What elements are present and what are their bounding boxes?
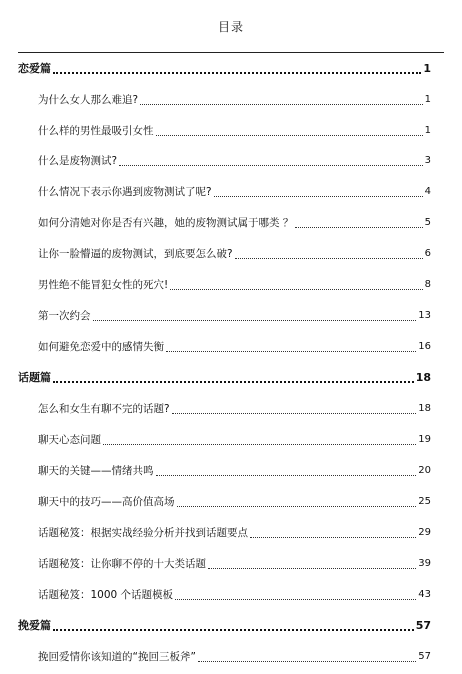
- toc-page-number: 20: [418, 465, 431, 476]
- toc-section-title: 挽爱篇: [18, 619, 51, 632]
- toc-entry[interactable]: [38, 586, 431, 602]
- toc-entry[interactable]: [38, 276, 431, 292]
- toc-page-number: 25: [418, 496, 431, 507]
- toc-page-number: 4: [424, 186, 431, 197]
- toc-page-number: 1: [424, 125, 431, 136]
- toc-entry[interactable]: [38, 524, 431, 540]
- toc-leader-dots: [235, 248, 423, 259]
- toc-page-number: 57: [415, 619, 431, 632]
- toc-page-number: 6: [424, 248, 431, 259]
- toc-section-title: 恋爱篇: [18, 62, 51, 75]
- toc-leader-dots: [175, 589, 416, 600]
- toc-entry[interactable]: [38, 648, 431, 664]
- toc-section-recovery[interactable]: [18, 617, 431, 633]
- toc-entry-title: 第一次约会: [38, 310, 91, 322]
- toc-leader-dots: [53, 62, 421, 74]
- toc-entry-title: 为什么女人那么难追?: [38, 94, 139, 106]
- toc-entry[interactable]: [38, 152, 431, 168]
- toc-entry[interactable]: [38, 214, 431, 230]
- toc-leader-dots: [198, 651, 416, 662]
- toc-entry[interactable]: [38, 555, 431, 571]
- toc-page-number: 13: [418, 310, 431, 321]
- toc-leader-dots: [172, 403, 417, 414]
- toc-leader-dots: [119, 155, 423, 166]
- toc-leader-dots: [156, 125, 423, 136]
- toc-entry[interactable]: [38, 307, 431, 323]
- toc-leader-dots: [214, 186, 423, 197]
- toc-page-number: 19: [418, 434, 431, 445]
- toc-page-number: 8: [424, 279, 431, 290]
- toc-page-number: 18: [418, 403, 431, 414]
- toc-entry-title: 聊天中的技巧——高价值高场: [38, 496, 175, 508]
- toc-entry-title: 话题秘笈：根据实战经验分析并找到话题要点: [38, 527, 248, 539]
- toc-page-number: 1: [424, 94, 431, 105]
- toc-entry-title: 聊天的关键——情绪共鸣: [38, 465, 154, 477]
- toc-entry[interactable]: [38, 245, 431, 261]
- toc-entry[interactable]: [38, 91, 431, 107]
- toc-page-number: 43: [418, 589, 431, 600]
- toc-leader-dots: [156, 465, 417, 476]
- toc-leader-dots: [166, 341, 416, 352]
- toc-entry-title: 男性绝不能冒犯女性的死穴!: [38, 279, 169, 291]
- toc-page-number: 16: [418, 341, 431, 352]
- toc-leader-dots: [103, 434, 416, 445]
- toc-entry[interactable]: [38, 431, 431, 447]
- toc-page-number: 3: [424, 155, 431, 166]
- toc-entry[interactable]: [38, 338, 431, 354]
- toc-leader-dots: [93, 310, 417, 321]
- toc-entry[interactable]: [38, 183, 431, 199]
- toc-entry[interactable]: [38, 462, 431, 478]
- toc-entry-title: 如何分清她对你是否有兴趣，她的废物测试属于哪类 ？: [38, 217, 294, 229]
- toc-entry-title: 什么样的男性最吸引女性: [38, 125, 154, 137]
- toc-leader-dots: [53, 371, 414, 383]
- toc-entry-title: 怎么和女生有聊不完的话题?: [38, 403, 170, 415]
- toc-leader-dots: [177, 496, 417, 507]
- toc-entry[interactable]: [38, 493, 431, 509]
- toc-entry-title: 聊天心态问题: [38, 434, 101, 446]
- toc-entry-title: 如何避免恋爱中的感情失衡: [38, 341, 164, 353]
- toc-leader-dots: [170, 279, 422, 290]
- toc-page-number: 39: [418, 558, 431, 569]
- toc-page-number: 18: [415, 371, 431, 384]
- toc-entry-title: 话题秘笈：让你聊不停的十大类话题: [38, 558, 206, 570]
- toc-leader-dots: [140, 94, 423, 105]
- toc-section-title: 话题篇: [18, 371, 51, 384]
- toc-entry[interactable]: [38, 400, 431, 416]
- toc-leader-dots: [250, 527, 416, 538]
- toc-entry-title: 什么情况下表示你遇到废物测试了呢?: [38, 186, 212, 198]
- toc-title: 目录: [217, 20, 244, 34]
- toc-entry-title: 什么是废物测试?: [38, 155, 118, 167]
- toc-leader-dots: [208, 558, 416, 569]
- toc-leader-dots: [53, 619, 414, 631]
- toc-entry-title: 挽回爱情你该知道的“挽回三板斧”: [38, 651, 196, 663]
- toc-entry[interactable]: [38, 122, 431, 138]
- toc-leader-dots: [295, 217, 422, 228]
- toc-page-number: 5: [424, 217, 431, 228]
- toc-section-topics[interactable]: [18, 369, 431, 385]
- toc-page-number: 29: [418, 527, 431, 538]
- toc-page-number: 57: [418, 651, 431, 662]
- toc-section-love[interactable]: [18, 60, 431, 76]
- toc-entry-title: 让你一脸懵逼的废物测试，到底要怎么破?: [38, 248, 233, 260]
- toc-entry-title: 话题秘笈：1000 个话题模板: [38, 589, 174, 601]
- title-divider: [18, 52, 444, 53]
- toc-page-number: 1: [423, 62, 431, 75]
